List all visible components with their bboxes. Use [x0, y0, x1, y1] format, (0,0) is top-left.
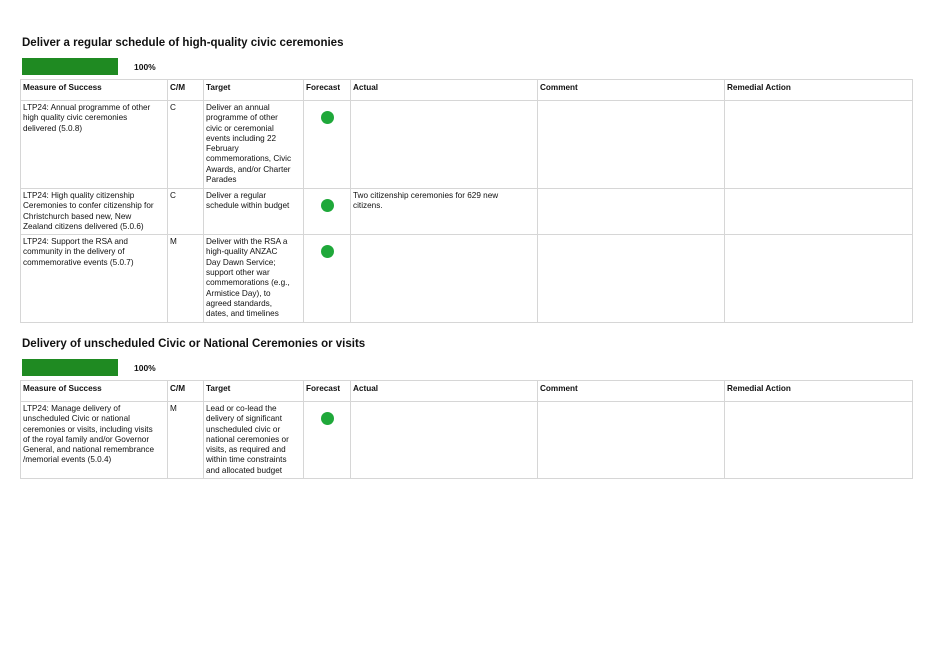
- table-header-row: [21, 80, 913, 101]
- remedial-cell: [725, 402, 913, 479]
- header-measure: Measure of Success: [21, 80, 168, 101]
- header-comment: Comment: [538, 80, 725, 101]
- comment-cell: [538, 235, 725, 323]
- header-actual: Actual: [351, 381, 538, 402]
- progress-bar-fill: [22, 359, 118, 376]
- forecast-status-icon: [321, 412, 334, 425]
- header-cm: C/M: [168, 80, 204, 101]
- header-comment: Comment: [538, 381, 725, 402]
- measure-cell: LTP24: High quality citizenship Ceremonies to confer citizenship for Christchurch based new, New Zealand citizens delivered (5.0.6): [21, 189, 168, 235]
- measures-table: [20, 380, 913, 479]
- cm-cell: M: [168, 235, 204, 323]
- actual-cell: [351, 402, 538, 479]
- actual-cell: [351, 235, 538, 323]
- forecast-status-icon: [321, 245, 334, 258]
- measure-cell: LTP24: Support the RSA and community in the delivery of commemorative events (5.0.7): [21, 235, 168, 323]
- header-measure: Measure of Success: [21, 381, 168, 402]
- header-target: Target: [204, 80, 304, 101]
- comment-cell: [538, 189, 725, 235]
- measure-cell: LTP24: Annual programme of other high quality civic ceremonies delivered (5.0.8): [21, 101, 168, 189]
- measures-table: [20, 79, 913, 323]
- target-cell: Lead or co-lead the delivery of significant unscheduled civic or national ceremonies or visits, as required and within time constraints and allocated budget: [204, 402, 304, 479]
- progress-bar: [22, 359, 118, 376]
- forecast-status-icon: [321, 199, 334, 212]
- target-cell: Deliver an annual programme of other civic or ceremonial events including 22 February commemorations, Civic Awards, and/or Charter Parades: [204, 101, 304, 189]
- header-forecast: Forecast: [304, 80, 351, 101]
- forecast-cell: [304, 189, 351, 235]
- header-forecast: Forecast: [304, 381, 351, 402]
- forecast-status-icon: [321, 111, 334, 124]
- progress-label: 100%: [134, 61, 156, 72]
- forecast-cell: [304, 101, 351, 189]
- target-cell: Deliver a regular schedule within budget: [204, 189, 304, 235]
- header-cm: C/M: [168, 381, 204, 402]
- header-remedial: Remedial Action: [725, 381, 913, 402]
- cm-cell: C: [168, 101, 204, 189]
- cm-cell: M: [168, 402, 204, 479]
- comment-cell: [538, 402, 725, 479]
- table-header-row: [21, 381, 913, 402]
- target-cell: Deliver with the RSA a high-quality ANZAC Day Dawn Service; support other war commemorations (e.g., Armistice Day), to agreed standards, dates, and timelines: [204, 235, 304, 323]
- table-row: [21, 402, 913, 479]
- actual-cell: Two citizenship ceremonies for 629 new citizens.: [351, 189, 538, 235]
- section-title: Deliver a regular schedule of high-quality civic ceremonies: [22, 37, 344, 49]
- progress-bar: [22, 58, 118, 75]
- comment-cell: [538, 101, 725, 189]
- header-remedial: Remedial Action: [725, 80, 913, 101]
- remedial-cell: [725, 189, 913, 235]
- header-actual: Actual: [351, 80, 538, 101]
- table-row: [21, 101, 913, 189]
- progress-row: [20, 359, 912, 376]
- header-target: Target: [204, 381, 304, 402]
- remedial-cell: [725, 101, 913, 189]
- remedial-cell: [725, 235, 913, 323]
- table-row: [21, 235, 913, 323]
- progress-label: 100%: [134, 362, 156, 373]
- section-unscheduled-ceremonies: [20, 336, 912, 479]
- table-row: [21, 189, 913, 235]
- cm-cell: C: [168, 189, 204, 235]
- forecast-cell: [304, 402, 351, 479]
- progress-row: [20, 58, 912, 75]
- forecast-cell: [304, 235, 351, 323]
- measure-cell: LTP24: Manage delivery of unscheduled Civic or national ceremonies or visits, including visits of the royal family and/or Governor General, and national remembrance /memorial events (5.0.4): [21, 402, 168, 479]
- section-civic-ceremonies: [20, 35, 912, 323]
- progress-bar-fill: [22, 58, 118, 75]
- actual-cell: [351, 101, 538, 189]
- section-title: Delivery of unscheduled Civic or National Ceremonies or visits: [22, 338, 366, 350]
